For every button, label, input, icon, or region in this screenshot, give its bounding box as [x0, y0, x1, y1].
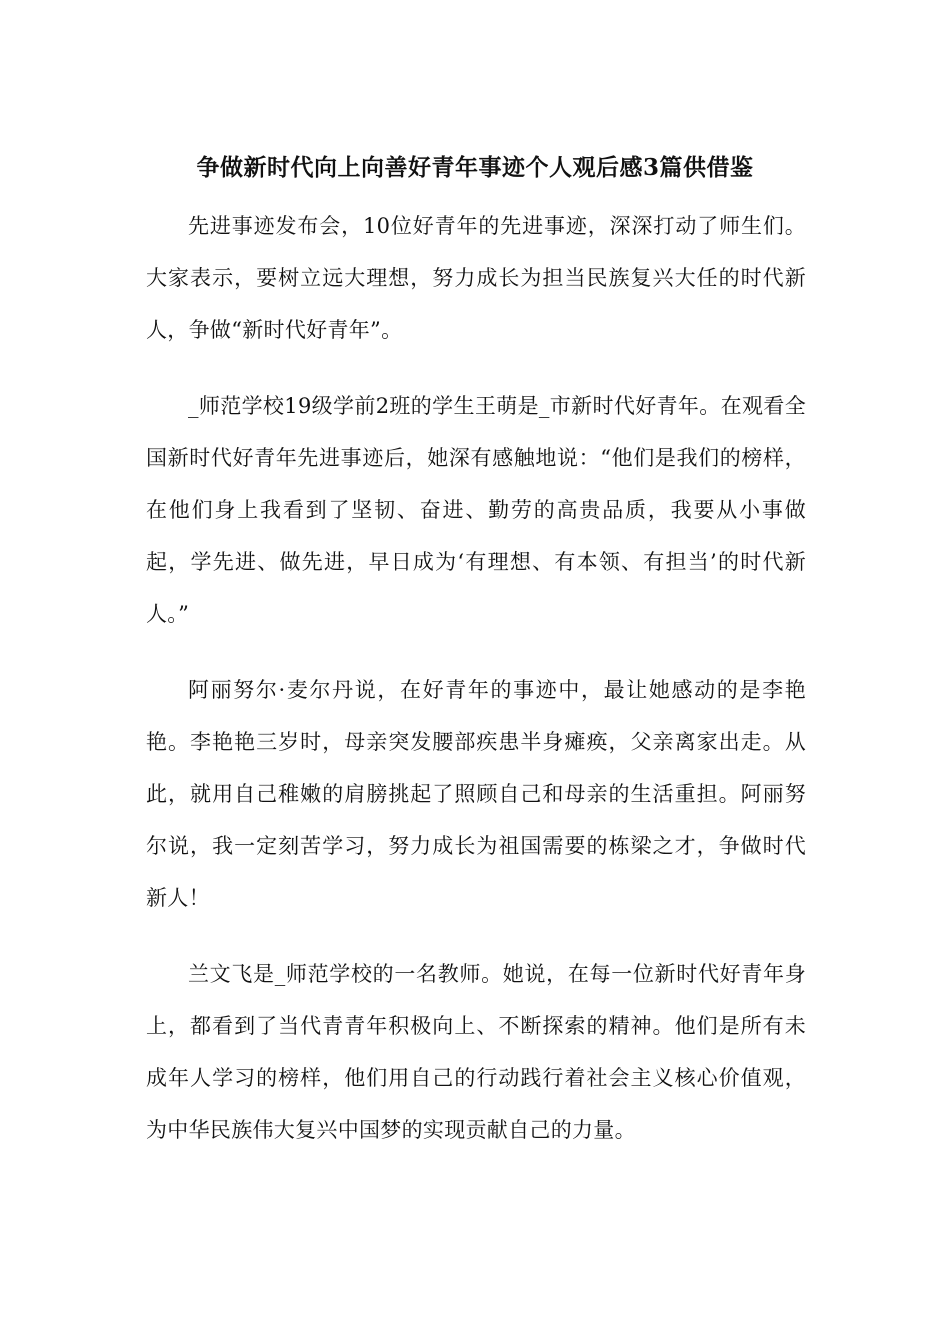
- paragraph-1: 先进事迹发布会，10位好青年的先进事迹，深深打动了师生们。大家表示，要树立远大理想，努力成长为担当民族复兴大任的时代新人，争做“新时代好青年”。: [146, 214, 806, 342]
- paragraph-4: 兰文飞是_师范学校的一名教师。她说，在每一位新时代好青年身上，都看到了当代青青年积极向上、不断探索的精神。他们是所有未成年人学习的榜样，他们用自己的行动践行着社会主义核心价值观，为中华民族伟大复兴中国梦的实现贡献自己的力量。: [146, 962, 806, 1142]
- paragraph-2: _师范学校19级学前2班的学生王萌是_市新时代好青年。在观看全国新时代好青年先进事迹后，她深有感触地说：“他们是我们的榜样，在他们身上我看到了坚韧、奋进、勤劳的高贵品质，我要从小事做起，学先进、做先进，早日成为‘有理想、有本领、有担当’的时代新人。”: [146, 394, 806, 626]
- document-title: 争做新时代向上向善好青年事迹个人观后感3篇供借鉴: [196, 154, 754, 181]
- paragraph-3: 阿丽努尔·麦尔丹说，在好青年的事迹中，最让她感动的是李艳艳。李艳艳三岁时，母亲突发腰部疾患半身瘫痪，父亲离家出走。从此，就用自己稚嫩的肩膀挑起了照顾自己和母亲的生活重担。阿丽努尔说，我一定刻苦学习，努力成长为祖国需要的栋梁之才，争做时代新人！: [146, 678, 806, 910]
- document-body: [146, 200, 806, 1180]
